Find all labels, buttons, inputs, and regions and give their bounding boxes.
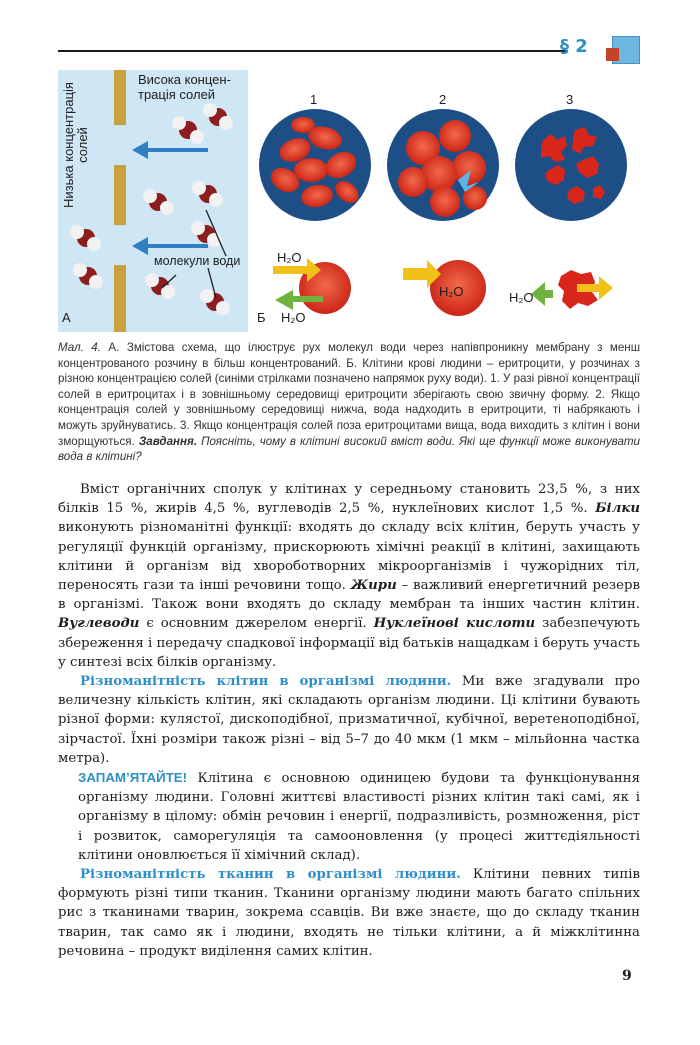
paragraph-cell-diversity (58, 672, 640, 768)
dish-number-3: 3 (566, 92, 574, 107)
low-concentration-label: Низька концентрація солей (61, 82, 90, 208)
dish-number-1: 1 (310, 92, 318, 107)
text-run: забезпечують збереження і передачу спадкової інформації від батьків нащадкам і беруть участь у синтезі всіх білків організму. (58, 616, 640, 670)
text-run: Вміст органічних сполук у клітинах у середньому становить 23,5 %, з них білків 15 %, жирів 4,5 %, вуглеводів 2,5 %, нуклеїнових кислот 1,5 %. (58, 482, 640, 517)
water-molecule (145, 273, 175, 299)
h2o-label: H₂O (439, 284, 464, 299)
panel-a-osmosis-diagram (58, 70, 248, 332)
water-flow-arrow (132, 237, 208, 255)
membrane-segment (114, 165, 126, 225)
water-molecule (192, 181, 223, 207)
membrane-segment (114, 265, 126, 332)
high-concentration-label: Висока концен- трація солей (138, 72, 231, 102)
text-run: Ми вже згадували про величезну кількість клітин, які складають організм людини. Ці клітини бувають різної форми: кулястої, дископодібної, призматичної, кубічної, веретеноподібної, зірчастої. Їхні розміри також різні – від 5–7 до 40 мкм (1 мкм – мільйонна частка метра). (58, 674, 640, 766)
term-fats: Жири (350, 578, 397, 594)
caption-task-text: Поясніть, чому в клітині високий вміст води. Які ще функції може виконувати вода в клітині? (58, 434, 640, 464)
water-molecule (172, 116, 204, 144)
term-proteins: Білки (595, 501, 640, 517)
membrane-segment (114, 70, 126, 125)
text-run: – важливий енергетичний резерв в організмі. Також вони входять до складу мембран та інших частин клітин. (58, 578, 640, 613)
remember-label: ЗАПАМ’ЯТАЙТЕ! (78, 770, 188, 786)
corner-accent (606, 48, 619, 61)
dish-swollen-cells (387, 109, 499, 221)
caption-task-label: Завдання. (138, 434, 198, 448)
cell-normal (273, 258, 351, 314)
paragraph-organic-compounds (58, 480, 640, 672)
dish-number-2: 2 (439, 92, 447, 107)
water-molecules-label: молекули води (154, 254, 241, 268)
h2o-label: H₂O (281, 310, 306, 325)
panel-b-letter: Б (257, 310, 266, 325)
water-molecule (143, 189, 174, 215)
remember-box (58, 768, 640, 865)
water-molecule (203, 103, 233, 130)
main-text (58, 480, 640, 961)
dish-shrunken-cells (515, 109, 627, 221)
figure-caption (58, 340, 640, 465)
section-number: § 2 (560, 36, 588, 57)
panel-a-letter: А (62, 310, 71, 325)
dish-normal-cells (259, 109, 371, 221)
text-run: є основним джерелом енергії. (139, 616, 374, 632)
paragraph-tissue-diversity (58, 865, 640, 961)
cell-shrunken (531, 270, 613, 309)
caption-label: Мал. 4. (58, 341, 101, 354)
header-rule (58, 50, 568, 52)
water-molecule (73, 263, 103, 289)
caption-text: А. Змістова схема, що ілюструє рух молекул води через напівпроникну мембрану з менш концентрованого розчину в більш концентрований. Б. Клітини крові людини – еритроцити, у розчинах з різною концентрацією солей (синіми стрілками позначено напрямок руху води). 1. У разі рівної концентрації солей в еритроцитах і в зовнішньому середовищі еритроцити зберігають свою звичну форму. 2. Якщо концентрація солей у зовнішньому середовищі нижча, вода надходить в еритроцити, ті набрякають і можуть зруйнуватись. 3. Якщо концентрація солей поза еритроцитами вища, вода виходить з клітин і вони зморщуються. (58, 341, 641, 448)
water-molecule (70, 225, 101, 251)
remember-text: Клітина є основною одиницею будови та функціонування організму людини. Головні життєві властивості різних клітин такі самі, як і організму в цілому: обмін речовин і енергії, подразливість, розмноження, ріст і розвиток, саморегуляція та самооновлення (у процесі життєдіяльності клітини оновлюється її хімічний склад). (78, 771, 640, 863)
h2o-label: H₂O (509, 290, 534, 305)
heading-tissue-diversity: Різноманітність тканин в організмі людини. (80, 867, 461, 883)
page-number: 9 (622, 968, 632, 984)
term-carbohydrates: Вуглеводи (58, 616, 140, 632)
heading-cell-diversity: Різноманітність клітин в організмі людини. (80, 674, 452, 690)
figure-4 (58, 70, 638, 332)
panel-b-red-blood-cells (253, 70, 638, 332)
term-nucleic-acids: Нуклеїнові кислоти (373, 616, 536, 632)
h2o-label: H₂O (277, 250, 302, 265)
text-run: виконують різноманітні функції: входять до складу всіх клітин, беруть участь у регуляції функцій організму, прискорюють хімічні реакції в клітині, захищають клітини й організм від хвороботворних мікроорганізмів і чужорідних тіл, переносять гази та інші речовини тощо. (58, 520, 640, 594)
text-run: Клітини певних типів формують різні типи тканин. Тканини організму людини мають багато спільних рис з тканинами тварин, зокрема ссавців. Ви вже знаєте, що до складу тканин тварин, так само як і людини, входять не тільки клітини, а й міжклітинна речовина – продукт виділення самих клітин. (58, 867, 640, 959)
